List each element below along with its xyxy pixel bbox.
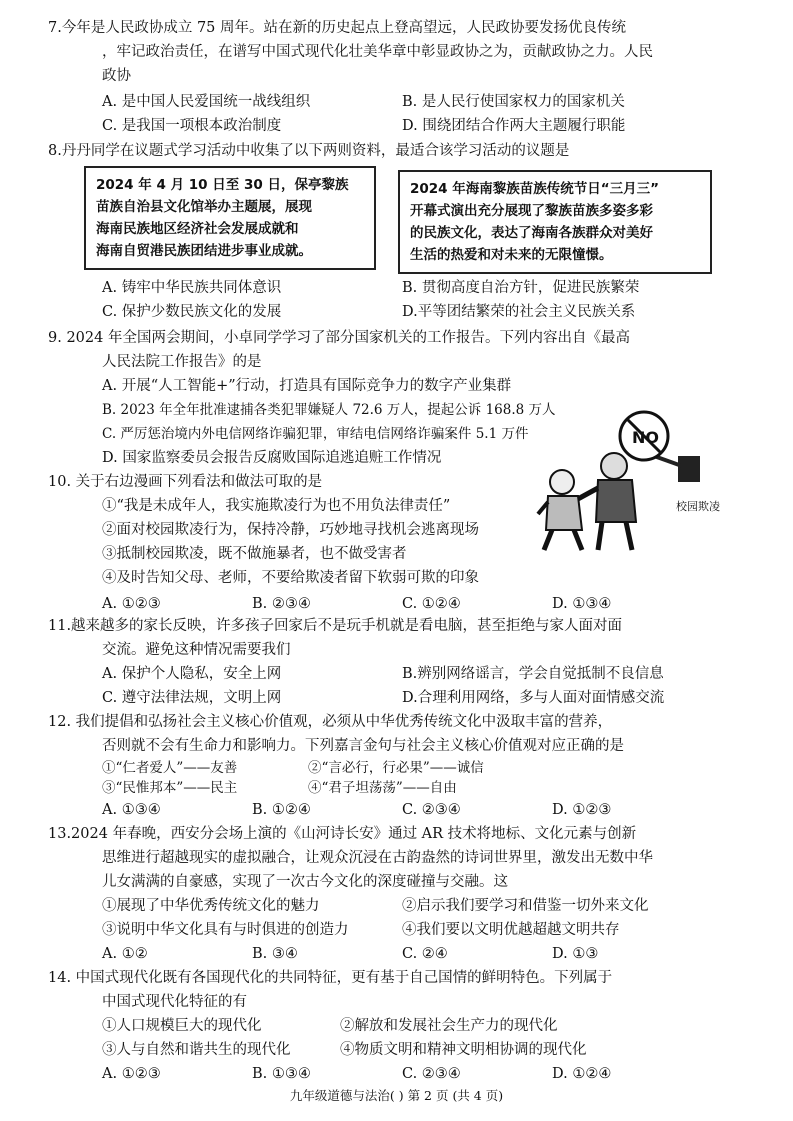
- q13-option-a: A. ①②: [102, 946, 148, 962]
- q7-stem-line-3: 政协: [102, 68, 131, 84]
- q14-option-d: D. ①②④: [552, 1066, 612, 1082]
- q7-option-c: C. 是我国一项根本政治制度: [102, 118, 282, 134]
- q13-option-b: B. ③④: [252, 946, 298, 962]
- q13-item-4: ④我们要以文明优越超越文明共存: [402, 922, 620, 938]
- q9-option-a: A. 开展“人工智能+”行动，打造具有国际竞争力的数字产业集群: [102, 378, 512, 394]
- q7-stem-line-1: 7.今年是人民政协成立 75 周年。站在新的历史起点上登高望远，人民政协要发扬优良传统: [48, 20, 626, 36]
- q7-option-b: B. 是人民行使国家权力的国家机关: [402, 94, 625, 110]
- q12-item-1: ①“仁者爱人”——友善: [102, 760, 238, 776]
- q11-stem-line-1: 11.越来越多的家长反映，许多孩子回家后不是玩手机就是看电脑，甚至拒绝与家人面对面: [48, 618, 623, 634]
- q10-option-b: B. ②③④: [252, 596, 311, 612]
- q10-item-1: ①“我是未成年人，我实施欺凌行为也不用负法律责任”: [102, 498, 451, 514]
- q8-material-box-left: [84, 166, 376, 270]
- q7-stem-line-2: ，牢记政治责任，在谱写中国式现代化壮美华章中彰显政协之为，贡献政协之力。人民: [102, 44, 653, 60]
- q9-option-d: D. 国家监察委员会报告反腐败国际追逃追赃工作情况: [102, 450, 442, 466]
- q12-option-b: B. ①②④: [252, 802, 311, 818]
- school-bullying-cartoon: [536, 404, 706, 554]
- q14-option-b: B. ①③④: [252, 1066, 311, 1082]
- q8-box-right-line: 生活的热爱和对未来的无限憧憬。: [410, 247, 613, 263]
- cartoon-bully-body: [596, 480, 636, 522]
- q9-option-b: B. 2023 年全年批准逮捕各类犯罪嫌疑人 72.6 万人，提起公诉 168.8 万人: [102, 402, 556, 418]
- q12-option-d: D. ①②③: [552, 802, 612, 818]
- cartoon-victim-head: [550, 470, 574, 494]
- q10-option-d: D. ①③④: [552, 596, 612, 612]
- q8-option-d: D.平等团结繁荣的社会主义民族关系: [402, 304, 636, 320]
- q11-option-d: D.合理利用网络，多与人面对面情感交流: [402, 690, 665, 706]
- q8-option-c: C. 保护少数民族文化的发展: [102, 304, 282, 320]
- cartoon-caption: 校园欺凌: [676, 500, 720, 513]
- q14-item-4: ④物质文明和精神文明相协调的现代化: [340, 1042, 587, 1058]
- q7-option-d: D. 围绕团结合作两大主题履行职能: [402, 118, 626, 134]
- q14-option-a: A. ①②③: [102, 1066, 161, 1082]
- q13-item-1: ①展现了中华优秀传统文化的魅力: [102, 898, 320, 914]
- q14-stem-line-2: 中国式现代化特征的有: [102, 994, 247, 1010]
- cartoon-hand: [678, 456, 700, 482]
- q14-item-3: ③人与自然和谐共生的现代化: [102, 1042, 291, 1058]
- cartoon-bully-head: [601, 453, 627, 479]
- q8-option-a: A. 铸牢中华民族共同体意识: [102, 280, 282, 296]
- page-footer: 九年级道德与法治( ) 第 2 页 (共 4 页): [289, 1088, 504, 1103]
- q13-option-d: D. ①③: [552, 946, 599, 962]
- q7-option-a: A. 是中国人民爱国统一战线组织: [102, 94, 311, 110]
- q8-stem: 8.丹丹同学在议题式学习活动中收集了以下两则资料，最适合该学习活动的议题是: [48, 143, 570, 159]
- q11-option-c: C. 遵守法律法规，文明上网: [102, 690, 282, 706]
- q8-box-left-line: 苗族自治县文化馆举办主题展，展现: [96, 199, 312, 215]
- q12-item-2: ②“言必行，行必果”——诚信: [308, 760, 484, 776]
- q11-option-b: B.辨别网络谣言，学会自觉抵制不良信息: [402, 666, 664, 682]
- q12-stem-line-1: 12. 我们提倡和弘扬社会主义核心价值观，必须从中华优秀传统文化中汲取丰富的营养，: [48, 714, 613, 730]
- q10-stem: 10. 关于右边漫画下列看法和做法可取的是: [48, 474, 323, 490]
- q9-stem-line-1: 9. 2024 年全国两会期间，小卓同学学习了部分国家机关的工作报告。下列内容出自《最高: [48, 330, 630, 346]
- q10-item-4: ④及时告知父母、老师，不要给欺凌者留下软弱可欺的印象: [102, 570, 479, 586]
- q10-option-a: A. ①②③: [102, 596, 161, 612]
- q8-box-left-line: 海南民族地区经济社会发展成就和: [96, 221, 299, 237]
- q13-item-3: ③说明中华文化具有与时俱进的创造力: [102, 922, 349, 938]
- q8-box-right-line: 的民族文化，表达了海南各族群众对美好: [410, 225, 653, 241]
- q14-stem-line-1: 14. 中国式现代化既有各国现代化的共同特征，更有基于自己国情的鲜明特色。下列属于: [48, 970, 613, 986]
- q8-box-right-line: 2024 年海南黎族苗族传统节日“三月三”: [410, 181, 660, 197]
- q8-box-right-line: 开幕式演出充分展现了黎族苗族多姿多彩: [410, 203, 653, 219]
- q10-option-c: C. ①②④: [402, 596, 461, 612]
- q12-option-a: A. ①③④: [102, 802, 161, 818]
- q13-stem-line-3: 儿女满满的自豪感，实现了一次古今文化的深度碰撞与交融。这: [102, 874, 508, 890]
- q12-stem-line-2: 否则就不会有生命力和影响力。下列嘉言金句与社会主义核心价值观对应正确的是: [102, 738, 624, 754]
- q12-item-4: ④“君子坦荡荡”——自由: [308, 780, 457, 796]
- q13-item-2: ②启示我们要学习和借鉴一切外来文化: [402, 898, 649, 914]
- q14-item-2: ②解放和发展社会生产力的现代化: [340, 1018, 558, 1034]
- q13-stem-line-2: 思维进行超越现实的虚拟融合，让观众沉浸在古韵盎然的诗词世界里，激发出无数中华: [102, 850, 653, 866]
- q13-stem-line-1: 13.2024 年春晚，西安分会场上演的《山河诗长安》通过 AR 技术将地标、文化元素与创新: [48, 826, 637, 842]
- q8-option-b: B. 贯彻高度自治方针，促进民族繁荣: [402, 280, 640, 296]
- cartoon-victim-body: [546, 496, 582, 530]
- q13-option-c: C. ②④: [402, 946, 448, 962]
- q8-box-left-line: 2024 年 4 月 10 日至 30 日，保亭黎族: [96, 177, 349, 193]
- q8-box-left-line: 海南自贸港民族团结进步事业成就。: [96, 243, 312, 259]
- cartoon-sign-text: NO: [632, 428, 659, 447]
- q11-option-a: A. 保护个人隐私，安全上网: [102, 666, 282, 682]
- q14-item-1: ①人口规模巨大的现代化: [102, 1018, 262, 1034]
- q12-option-c: C. ②③④: [402, 802, 461, 818]
- q12-item-3: ③“民惟邦本”——民主: [102, 780, 238, 796]
- q11-stem-line-2: 交流。避免这种情况需要我们: [102, 642, 291, 658]
- q10-item-2: ②面对校园欺凌行为，保持冷静，巧妙地寻找机会逃离现场: [102, 522, 479, 538]
- q8-material-box-right: [398, 170, 712, 274]
- q9-option-c: C. 严厉惩治境内外电信网络诈骗犯罪，审结电信网络诈骗案件 5.1 万件: [102, 426, 529, 442]
- q14-option-c: C. ②③④: [402, 1066, 461, 1082]
- q10-item-3: ③抵制校园欺凌，既不做施暴者，也不做受害者: [102, 546, 407, 562]
- q9-stem-line-2: 人民法院工作报告》的是: [102, 354, 262, 370]
